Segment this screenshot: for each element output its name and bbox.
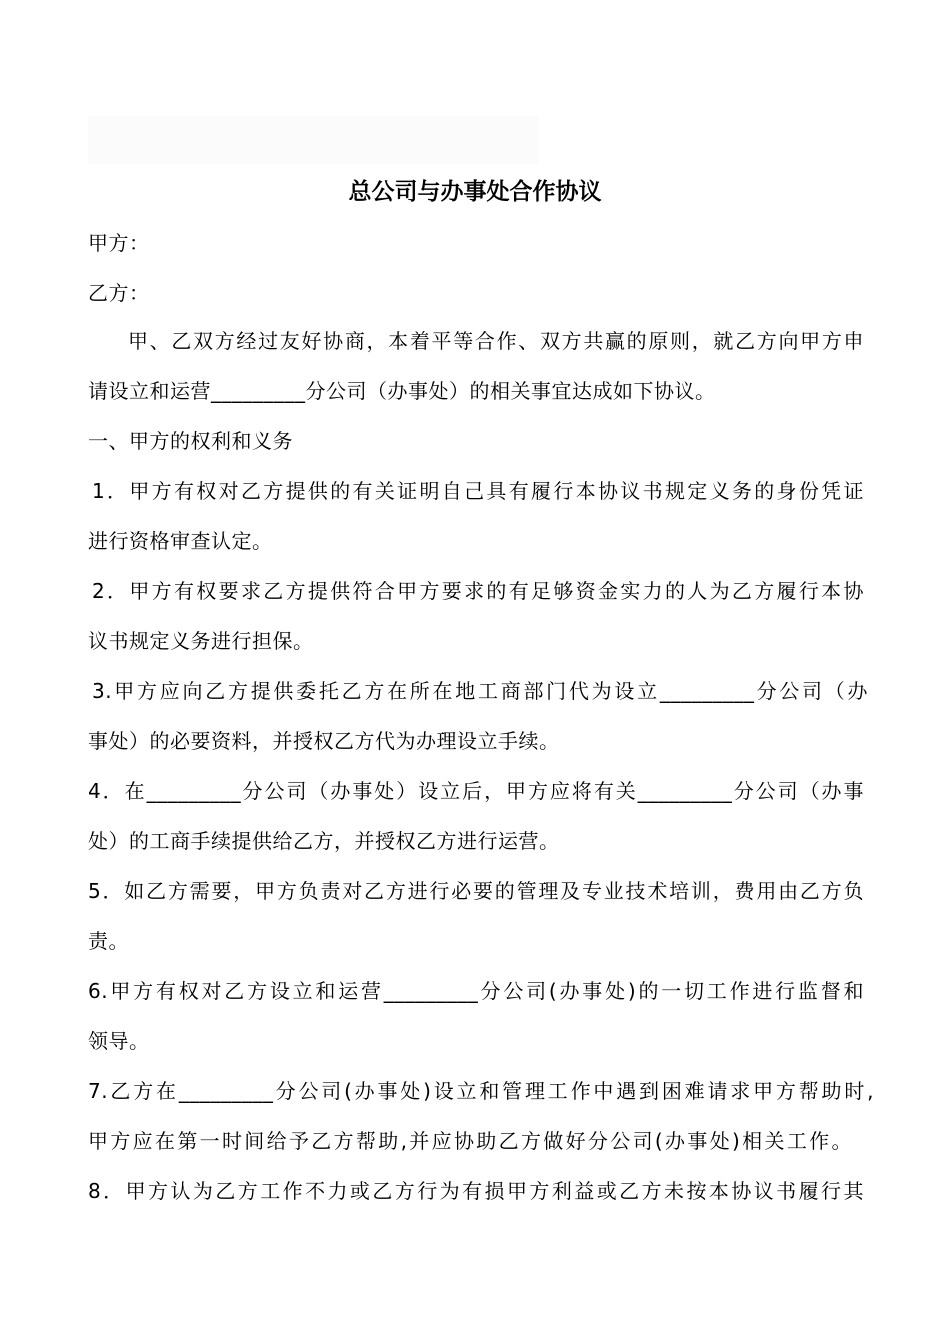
- document-title: 总公司与办事处合作协议: [348, 179, 602, 205]
- clause-1-line-1: 1．甲方有权对乙方提供的有关证明自己具有履行本协议书规定义务的身份凭证: [92, 479, 864, 503]
- section-heading-party-a: 一、甲方的权利和义务: [88, 429, 293, 453]
- clause-6-line-1: 6.甲方有权对乙方设立和运营_________分公司(办事处)的一切工作进行监督和: [88, 979, 864, 1003]
- header-band: [88, 116, 538, 164]
- clause-4-line-1: 4．在_________分公司（办事处）设立后，甲方应将有关_________分公司（办事: [88, 779, 864, 803]
- clause-5-line-1: 5．如乙方需要，甲方负责对乙方进行必要的管理及专业技术培训，费用由乙方负: [88, 879, 864, 903]
- clause-8-line-1: 8．甲方认为乙方工作不力或乙方行为有损甲方利益或乙方未按本协议书履行其: [88, 1179, 864, 1203]
- clause-6-line-2: 领导。: [88, 1029, 150, 1053]
- party-b-line: 乙方：: [88, 281, 150, 305]
- clause-3-line-2: 事处）的必要资料，并授权乙方代为办理设立手续。: [88, 729, 560, 753]
- party-a-line: 甲方：: [88, 231, 150, 255]
- clause-2-line-1: 2．甲方有权要求乙方提供符合甲方要求的有足够资金实力的人为乙方履行本协: [92, 579, 864, 603]
- clause-5-line-2: 责。: [88, 929, 129, 953]
- clause-7-line-2: 甲方应在第一时间给予乙方帮助,并应协助乙方做好分公司(办事处)相关工作。: [88, 1129, 852, 1153]
- clause-1-line-2: 进行资格审查认定。: [88, 529, 273, 553]
- clause-4-line-2: 处）的工商手续提供给乙方，并授权乙方进行运营。: [88, 829, 560, 853]
- preamble-line-2: 请设立和运营_________分公司（办事处）的相关事宜达成如下协议。: [88, 379, 716, 403]
- clause-2-line-2: 议书规定义务进行担保。: [88, 629, 314, 653]
- clause-3-line-1: 3.甲方应向乙方提供委托乙方在所在地工商部门代为设立_________分公司（办: [92, 679, 868, 703]
- clause-7-line-1: 7.乙方在_________分公司(办事处)设立和管理工作中遇到困难请求甲方帮助时,: [88, 1079, 874, 1103]
- preamble-line-1: 甲、乙双方经过友好协商，本着平等合作、双方共赢的原则，就乙方向甲方申: [128, 329, 864, 353]
